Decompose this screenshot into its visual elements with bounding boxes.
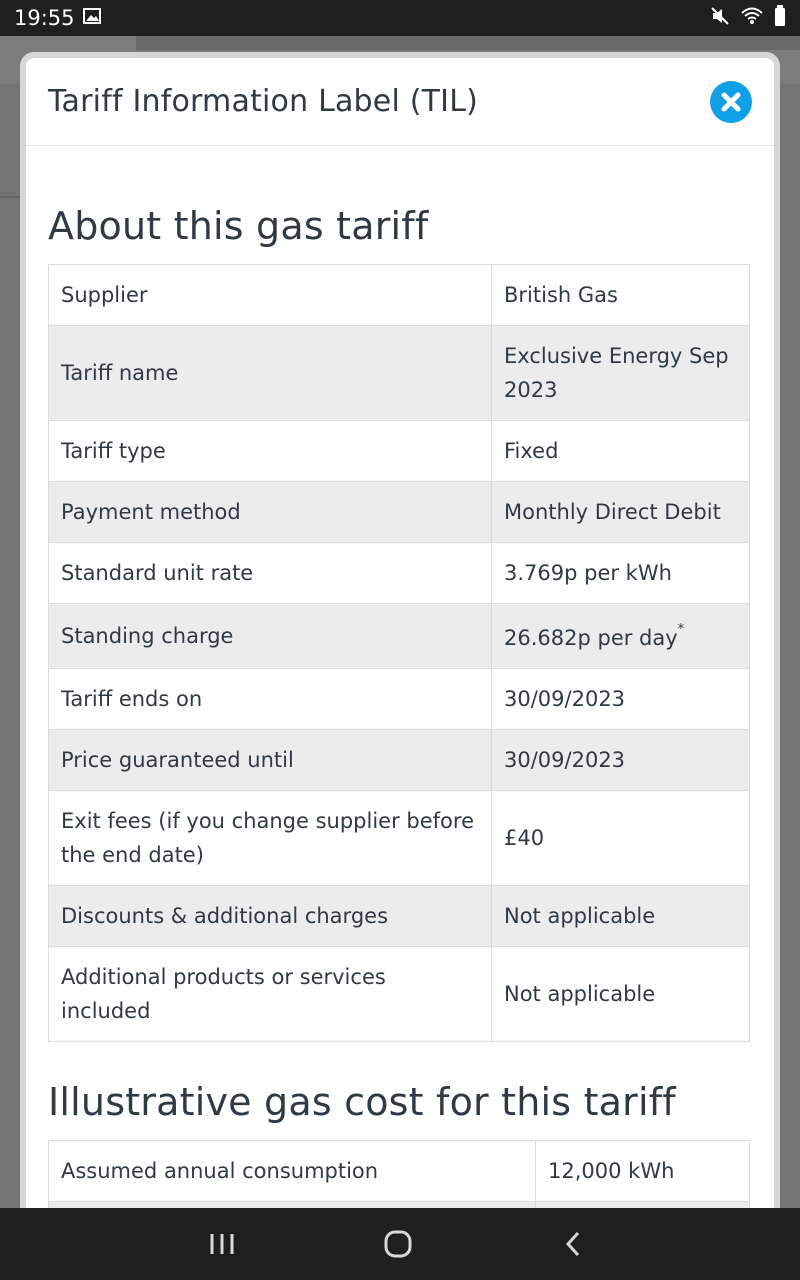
row-value: Not applicable [492, 886, 750, 947]
table-row [49, 886, 750, 947]
row-label: Payment method [49, 482, 492, 543]
table-row [49, 1141, 750, 1202]
about-tariff-table [48, 264, 750, 1042]
close-button[interactable] [710, 81, 752, 123]
back-icon [564, 1230, 582, 1258]
table-row [49, 791, 750, 886]
table-row [49, 543, 750, 604]
status-time: 19:55 [14, 6, 75, 30]
mute-icon [710, 6, 730, 30]
row-label: Standing charge [49, 604, 492, 669]
wifi-icon [740, 6, 764, 30]
row-value [492, 604, 750, 669]
navigation-bar [0, 1208, 800, 1280]
row-label: Exit fees (if you change supplier before the end date) [49, 791, 492, 886]
row-label: Assumed annual consumption [49, 1141, 536, 1202]
row-value: 30/09/2023 [492, 730, 750, 791]
footnote-marker: * [677, 622, 685, 637]
background-tab-strip [136, 36, 800, 50]
image-notification-icon [83, 8, 101, 28]
row-value: Fixed [492, 421, 750, 482]
table-row [49, 604, 750, 669]
row-value: 3.769p per kWh [492, 543, 750, 604]
modal-header [26, 58, 774, 146]
modal-title: Tariff Information Label (TIL) [48, 84, 479, 119]
status-bar [0, 0, 800, 36]
row-label: Standard unit rate [49, 543, 492, 604]
row-value: Not applicable [492, 947, 750, 1042]
table-row [49, 947, 750, 1042]
standing-charge-value: 26.682p per day [504, 626, 678, 650]
about-heading: About this gas tariff [48, 204, 429, 248]
til-modal [20, 52, 780, 1222]
recent-apps-icon [209, 1232, 235, 1256]
modal-body [26, 204, 774, 1263]
table-row [49, 482, 750, 543]
row-value: 12,000 kWh [536, 1141, 750, 1202]
row-value: British Gas [492, 265, 750, 326]
row-label: Supplier [49, 265, 492, 326]
row-label: Tariff type [49, 421, 492, 482]
table-row [49, 730, 750, 791]
row-label: Tariff name [49, 326, 492, 421]
row-label: Discounts & additional charges [49, 886, 492, 947]
row-label: Price guaranteed until [49, 730, 492, 791]
row-value: Exclusive Energy Sep 2023 [492, 326, 750, 421]
table-row [49, 421, 750, 482]
table-row [49, 265, 750, 326]
home-button[interactable] [378, 1228, 418, 1260]
illustrative-heading: Illustrative gas cost for this tariff [48, 1080, 676, 1124]
table-row [49, 326, 750, 421]
close-icon [720, 91, 742, 113]
back-button[interactable] [553, 1228, 593, 1260]
table-row [49, 669, 750, 730]
home-icon [384, 1230, 412, 1258]
row-value: Monthly Direct Debit [492, 482, 750, 543]
row-value: 30/09/2023 [492, 669, 750, 730]
row-label: Tariff ends on [49, 669, 492, 730]
battery-icon [774, 5, 786, 31]
row-value: £40 [492, 791, 750, 886]
row-label: Additional products or services included [49, 947, 492, 1042]
recent-apps-button[interactable] [202, 1228, 242, 1260]
